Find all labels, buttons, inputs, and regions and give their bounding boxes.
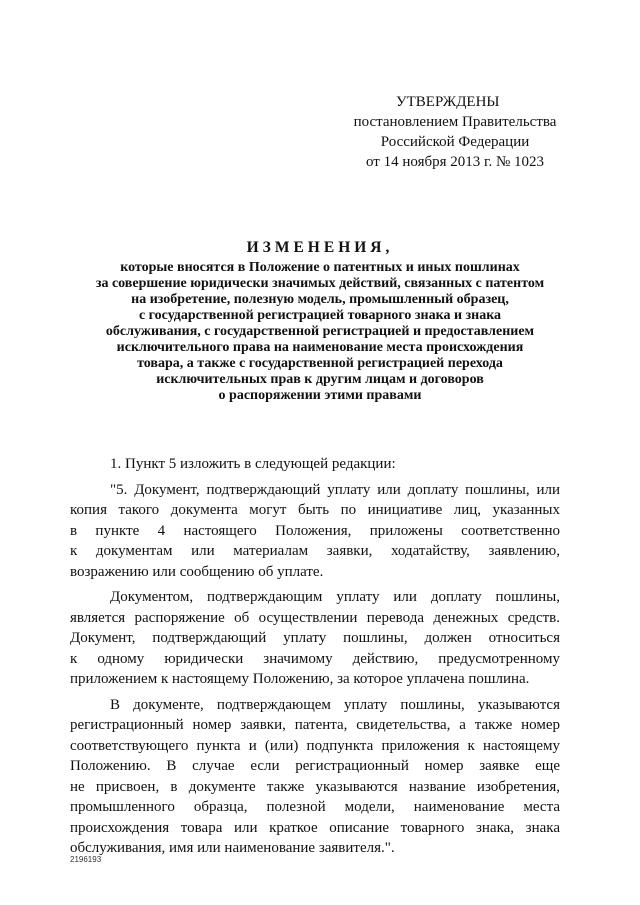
paragraph-line: Документом, подтверждающим уплату или доплату пошлины, xyxy=(110,589,560,605)
paragraph-line: в пункте 4 настоящего Положения, приложены соответственно xyxy=(70,522,560,539)
heading-line: исключительных прав к другим лицам и договоров xyxy=(156,372,484,387)
paragraph-2 xyxy=(70,587,560,690)
heading-line: о распоряжении этими правами xyxy=(218,388,422,403)
heading-line: за совершение юридически значимых действий, связанных с патентом xyxy=(95,276,545,291)
paragraph-line: является распоряжение об осуществлении перевода денежных средств. xyxy=(70,609,560,626)
paragraph-line: В документе, подтверждающем уплату пошлины, указываются xyxy=(110,696,560,713)
paragraph-line: к документам или материалам заявки, ходатайству, заявлению, xyxy=(70,543,560,559)
item-1 xyxy=(70,454,560,475)
heading-line: обслуживания, с государственной регистрацией и предоставлением xyxy=(105,324,535,339)
paragraph-line: происхождения товара или краткое описание товарного знака, знака xyxy=(70,819,560,836)
paragraph-line: приложением к настоящему Положению, за которое уплачена пошлина. xyxy=(70,671,530,687)
heading-line: которые вносятся в Положение о патентных и иных пошлинах xyxy=(120,260,520,275)
approval-line-1: постановлением Правительства xyxy=(353,114,557,130)
approval-line-2: Российской Федерации xyxy=(380,134,530,150)
heading-line: исключительного права на наименование места происхождения xyxy=(116,340,524,355)
heading-line: товара, а также с государственной регистрацией перехода xyxy=(137,356,503,371)
approval-line-3: от 14 ноября 2013 г. № 1023 xyxy=(365,154,545,170)
document-heading xyxy=(70,238,570,404)
approval-title: УТВЕРЖДЕНЫ xyxy=(396,94,500,110)
paragraph-1 xyxy=(70,480,560,583)
approval-block xyxy=(330,92,580,172)
paragraph-line: к одному юридически значимому действию, предусмотренному xyxy=(70,650,560,667)
paragraph-line: соответствующего пункта и (или) подпункта приложения к настоящему xyxy=(70,737,560,754)
paragraph-line: обслуживания, имя или наименование заявителя.". xyxy=(70,840,395,856)
paragraph-line: возражению или сообщению об уплате. xyxy=(70,563,324,580)
paragraph-line: "5. Документ, подтверждающий уплату или доплату пошлины, или xyxy=(110,481,560,498)
document-code: 2196193 xyxy=(70,855,102,864)
paragraph-line: Положению. В случае если регистрационный номер заявке еще xyxy=(70,758,560,774)
paragraph-line: Документ, подтверждающий уплату пошлины, должен относиться xyxy=(70,630,560,646)
item-1-text: 1. Пункт 5 изложить в следующей редакции: xyxy=(110,456,396,472)
heading-line: с государственной регистрацией товарного знака и знака xyxy=(138,308,502,323)
heading-line: на изобретение, полезную модель, промышленный образец, xyxy=(131,292,509,307)
paragraph-line: промышленного образца, полезной модели, наименование места xyxy=(70,799,560,815)
document-body xyxy=(70,454,560,864)
paragraph-line: копия такого документа могут быть по инициативе лиц, указанных xyxy=(70,502,560,518)
paragraph-line: регистрационный номер заявки, патента, свидетельства, а также номер xyxy=(70,717,560,733)
paragraph-3 xyxy=(70,695,560,859)
paragraph-line: не присвоен, в документе также указываются название изобретения, xyxy=(70,778,560,795)
heading-title: ИЗМЕНЕНИЯ, xyxy=(246,239,394,256)
